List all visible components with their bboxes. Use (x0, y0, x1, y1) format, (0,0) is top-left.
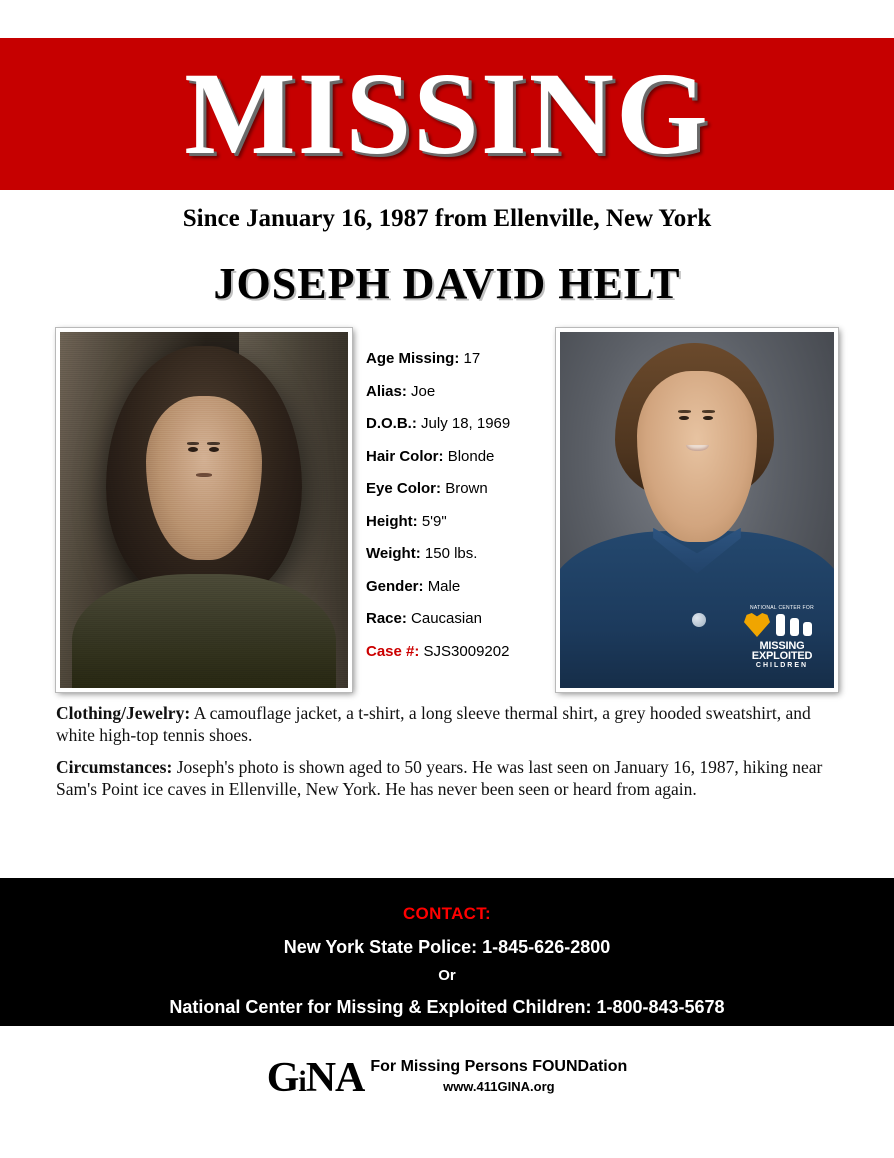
detail-label: Alias: (366, 382, 407, 400)
gina-letters-na: NA (305, 1055, 365, 1101)
detail-age-missing (366, 350, 556, 367)
ncmec-logo (736, 606, 828, 682)
gina-url[interactable]: www.411GINA.org (443, 1079, 555, 1094)
circumstances-label: Circumstances: (56, 757, 173, 777)
detail-weight (366, 545, 556, 562)
detail-dob (366, 415, 556, 432)
clothing-text: A camouflage jacket, a t-shirt, a long sleeve thermal shirt, a grey hooded sweatshirt, and white high-top tennis shoes. (56, 703, 811, 745)
detail-eye-color (366, 480, 556, 497)
detail-label: Eye Color: (366, 480, 442, 497)
contact-separator: Or (438, 967, 456, 984)
gina-letter-i: i (298, 1065, 306, 1098)
clothing-paragraph (56, 702, 846, 746)
photo-brow-left (678, 410, 691, 413)
person-name: JOSEPH DAVID HELT (213, 259, 681, 308)
detail-height (366, 513, 556, 530)
missing-title: MISSING (184, 48, 710, 179)
contact-title: CONTACT: (402, 904, 491, 923)
ncmec-line-exploited: EXPLOITED (751, 650, 813, 662)
ncmec-line-missing: MISSING (759, 640, 805, 652)
detail-value: 17 (463, 350, 481, 367)
detail-value: SJS3009202 (423, 642, 510, 660)
detail-value: Joe (411, 382, 436, 400)
contact-bar (0, 878, 894, 1026)
gina-letter-g: G (266, 1055, 299, 1101)
photo-shirt-button (692, 613, 706, 627)
detail-value: Blonde (447, 447, 495, 465)
gina-wordmark (267, 1057, 365, 1103)
ncmec-wordmark (736, 641, 828, 671)
photo-grain-overlay (60, 332, 348, 688)
detail-value: Caucasian (411, 610, 482, 627)
ncmec-mark (736, 611, 828, 641)
missing-banner (0, 38, 894, 190)
ncmec-line-children: CHILDREN (755, 662, 809, 669)
detail-label: Weight: (366, 545, 421, 562)
ncmec-top-text: NATIONAL CENTER FOR (749, 605, 815, 611)
detail-label: Race: (366, 610, 407, 627)
photo-eye-left (679, 416, 689, 420)
details-list (366, 350, 556, 675)
gina-tagline: For Missing Persons FOUNDation (370, 1058, 628, 1075)
detail-label: Height: (366, 512, 418, 530)
detail-value: 150 lbs. (424, 545, 478, 562)
detail-label: Case #: (366, 642, 420, 660)
heart-icon (744, 613, 770, 637)
detail-alias (366, 383, 556, 400)
narrative-block (56, 702, 846, 810)
detail-case-number (366, 643, 556, 660)
clothing-label: Clothing/Jewelry: (56, 703, 191, 723)
circumstances-text: Joseph's photo is shown aged to 50 years. He was last seen on January 16, 1987, hiking near Sam's Point ice caves in Ellenville, New York. He has never been seen or heard from again. (56, 757, 823, 799)
gina-logo (267, 1057, 628, 1103)
detail-value: July 18, 1969 (421, 415, 511, 432)
detail-label: Age Missing: (366, 350, 460, 367)
person-icon (776, 614, 785, 636)
detail-hair-color (366, 448, 556, 465)
circumstances-paragraph (56, 756, 846, 800)
detail-gender (366, 578, 556, 595)
age-progressed-photo (556, 328, 838, 692)
footer (0, 1045, 894, 1115)
detail-label: Hair Color: (366, 447, 444, 465)
contact-police-line: New York State Police: 1-845-626-2800 (283, 937, 611, 957)
contact-ncmec-line: National Center for Missing & Exploited Children: 1-800-843-5678 (169, 997, 725, 1017)
detail-race (366, 610, 556, 627)
detail-label: Gender: (366, 577, 424, 595)
person-icon (790, 618, 799, 636)
since-line: Since January 16, 1987 from Ellenville, New York (182, 205, 712, 232)
photo-brow-right (702, 410, 715, 413)
archive-photo (56, 328, 352, 692)
detail-value: Male (427, 577, 461, 595)
photo-smile (686, 445, 709, 452)
detail-value: 5'9" (421, 512, 447, 530)
detail-value: Brown (445, 480, 488, 497)
person-icon (803, 622, 812, 636)
photo-eye-right (703, 416, 713, 420)
detail-label: D.O.B.: (366, 415, 417, 432)
